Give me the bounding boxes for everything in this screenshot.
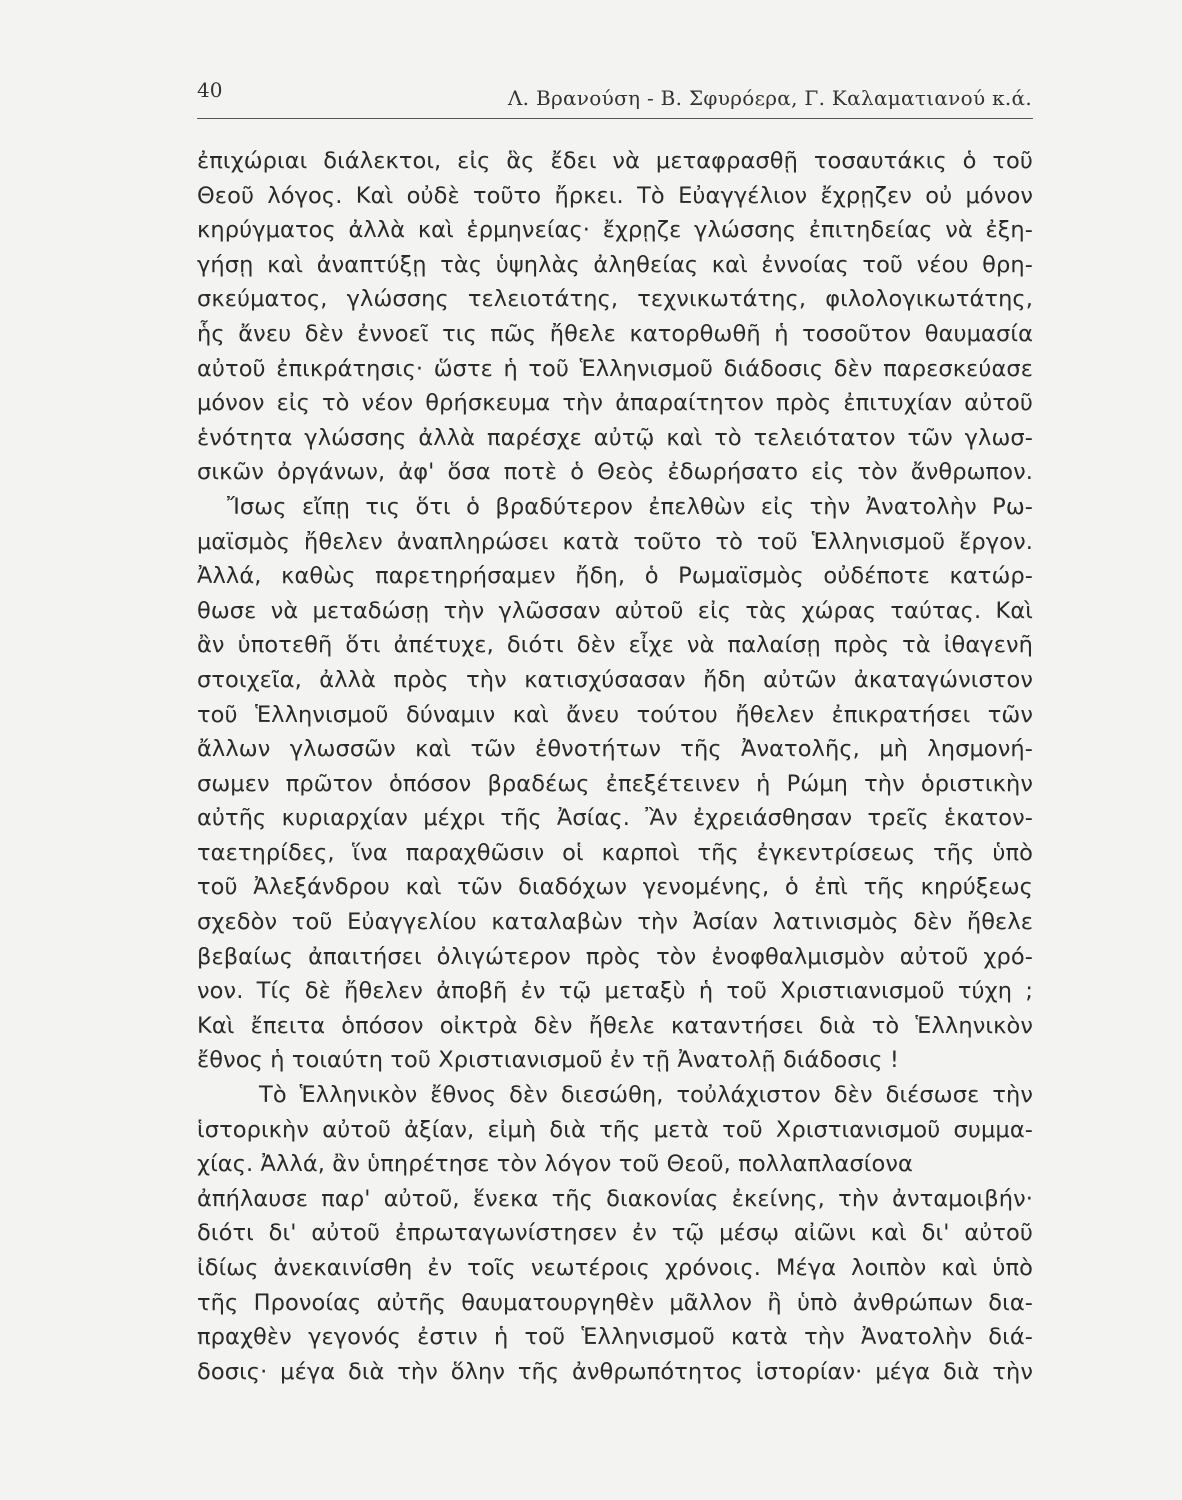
text-line: ἧς ἄνευ δὲν ἐννοεῖ τις πῶς ἤθελε κατορθωθῆ ἡ τοσοῦτον θαυμασία [197, 320, 1033, 347]
running-head: Λ. Βρανούση - Β. Σφυρόερα, Γ. Καλαματιανού κ.ά. [507, 86, 1032, 110]
text-line: τοῦ Ἀλεξάνδρου καὶ τῶν διαδόχων γενομένης, ὁ ἐπὶ τῆς κηρύξεως [197, 874, 1033, 901]
text-line: ἂν ὑποτεθῆ ὅτι ἀπέτυχε, διότι δὲν εἶχε νὰ παλαίσῃ πρὸς τὰ ἰθαγενῆ [197, 632, 1033, 659]
text-line: τοῦ Ἑλληνισμοῦ δύναμιν καὶ ἄνευ τούτου ἤθελεν ἐπικρατήσει τῶν [197, 701, 1033, 728]
text-line: ἱστορικὴν αὐτοῦ ἀξίαν, εἰμὴ διὰ τῆς μετὰ τοῦ Χριστιανισμοῦ συμμα- [197, 1116, 1033, 1143]
text-line: στοιχεῖα, ἀλλὰ πρὸς τὴν κατισχύσασαν ἤδη αὐτῶν ἀκαταγώνιστον [197, 666, 1033, 693]
text-line: δοσις· μέγα διὰ τὴν ὅλην τῆς ἀνθρωπότητος ἱστορίαν· μέγα διὰ τὴν [197, 1358, 1033, 1385]
text-line: ἑνότητα γλώσσης ἀλλὰ παρέσχε αὐτῷ καὶ τὸ τελειότατον τῶν γλωσ- [197, 424, 1033, 451]
text-line: ἀπήλαυσε παρ' αὐτοῦ, ἕνεκα τῆς διακονίας ἐκείνης, τὴν ἀνταμοιβήν· [197, 1185, 1033, 1212]
text-line: σικῶν ὀργάνων, ἀφ' ὅσα ποτὲ ὁ Θεὸς ἐδωρήσατο εἰς τὸν ἄνθρωπον. [197, 459, 1033, 486]
page-header [197, 78, 1032, 116]
text-line: βεβαίως ἀπαιτήσει ὀλιγώτερον πρὸς τὸν ἐνοφθαλμισμὸν αὐτοῦ χρό- [197, 943, 1033, 970]
text-line: αὐτοῦ ἐπικράτησις· ὥστε ἡ τοῦ Ἑλληνισμοῦ διάδοσις δὲν παρεσκεύασε [197, 355, 1033, 382]
header-rule [197, 118, 1033, 119]
text-line: Ἀλλά, καθὼς παρετηρήσαμεν ἤδη, ὁ Ρωμαϊσμὸς οὐδέποτε κατώρ- [197, 563, 1033, 590]
text-line: αὐτῆς κυριαρχίαν μέχρι τῆς Ἀσίας. Ἂν ἐχρειάσθησαν τρεῖς ἑκατον- [197, 805, 1033, 832]
text-line: Καὶ ἔπειτα ὁπόσον οἰκτρὰ δὲν ἤθελε καταντήσει διὰ τὸ Ἑλληνικὸν [197, 1012, 1033, 1039]
text-line: σχεδὸν τοῦ Εὐαγγελίου καταλαβὼν τὴν Ἀσίαν λατινισμὸς δὲν ἤθελε [197, 909, 1033, 936]
text-line: ταετηρίδες, ἵνα παραχθῶσιν οἱ καρποὶ τῆς ἐγκεντρίσεως τῆς ὑπὸ [197, 839, 1033, 866]
text-line: κηρύγματος ἀλλὰ καὶ ἑρμηνείας· ἔχρῃζε γλώσσης ἐπιτηδείας νὰ ἐξη- [197, 217, 1033, 244]
text-line: γήσῃ καὶ ἀναπτύξῃ τὰς ὑψηλὰς ἀληθείας καὶ ἐννοίας τοῦ νέου θρη- [197, 251, 1033, 278]
text-line: ἄλλων γλωσσῶν καὶ τῶν ἐθνοτήτων τῆς Ἀνατολῆς, μὴ λησμονή- [197, 736, 1033, 763]
text-line: πραχθὲν γεγονός ἐστιν ἡ τοῦ Ἑλληνισμοῦ κατὰ τὴν Ἀνατολὴν διά- [197, 1324, 1033, 1351]
text-line: ἰδίως ἀνεκαινίσθη ἐν τοῖς νεωτέροις χρόνοις. Μέγα λοιπὸν καὶ ὑπὸ [197, 1255, 1033, 1281]
text-line: νον. Τίς δὲ ἤθελεν ἀποβῆ ἐν τῷ μεταξὺ ἡ τοῦ Χριστιανισμοῦ τύχη ; [197, 978, 1033, 1005]
text-line: Θεοῦ λόγος. Καὶ οὐδὲ τοῦτο ἤρκει. Τὸ Εὐαγγέλιον ἔχρῃζεν οὐ μόνον [197, 182, 1033, 209]
text-line: Ἴσως εἴπῃ τις ὅτι ὁ βραδύτερον ἐπελθὼν εἰς τὴν Ἀνατολὴν Ρω- [227, 493, 1033, 520]
text-line: ἐπιχώριαι διάλεκτοι, εἰς ἃς ἔδει νὰ μεταφρασθῇ τοσαυτάκις ὁ τοῦ [197, 148, 1033, 174]
page-number: 40 [197, 78, 223, 102]
text-line: τῆς Προνοίας αὐτῆς θαυματουργηθὲν μᾶλλον ἢ ὑπὸ ἀνθρώπων δια- [197, 1289, 1033, 1316]
text-line: θωσε νὰ μεταδώσῃ τὴν γλῶσσαν αὐτοῦ εἰς τὰς χώρας ταύτας. Καὶ [197, 597, 1033, 624]
text-line: μαϊσμὸς ἤθελεν ἀναπληρώσει κατὰ τοῦτο τὸ τοῦ Ἑλληνισμοῦ ἔργον. [197, 528, 1033, 555]
text-line: ἔθνος ἡ τοιαύτη τοῦ Χριστιανισμοῦ ἐν τῇ Ἀνατολῇ διάδοσις ! [197, 1047, 899, 1074]
text-line: Τὸ Ἑλληνικὸν ἔθνος δὲν διεσώθη, τοὐλάχιστον δὲν διέσωσε τὴν [259, 1082, 1033, 1109]
text-line: σωμεν πρῶτον ὁπόσον βραδέως ἐπεξέτεινεν ἡ Ρώμη τὴν ὁριστικὴν [197, 770, 1033, 797]
text-line: μόνον εἰς τὸ νέον θρήσκευμα τὴν ἀπαραίτητον πρὸς ἐπιτυχίαν αὐτοῦ [197, 390, 1033, 417]
text-line: διότι δι' αὐτοῦ ἐπρωταγωνίστησεν ἐν τῷ μέσῳ αἰῶνι καὶ δι' αὐτοῦ [197, 1220, 1033, 1247]
text-line: χίας. Ἀλλά, ἂν ὑπηρέτησε τὸν λόγον τοῦ Θεοῦ, πολλαπλασίονα [197, 1151, 913, 1178]
text-line: σκεύματος, γλώσσης τελειοτάτης, τεχνικωτάτης, φιλολογικωτάτης, [197, 286, 1033, 313]
body-text [197, 144, 1037, 1389]
